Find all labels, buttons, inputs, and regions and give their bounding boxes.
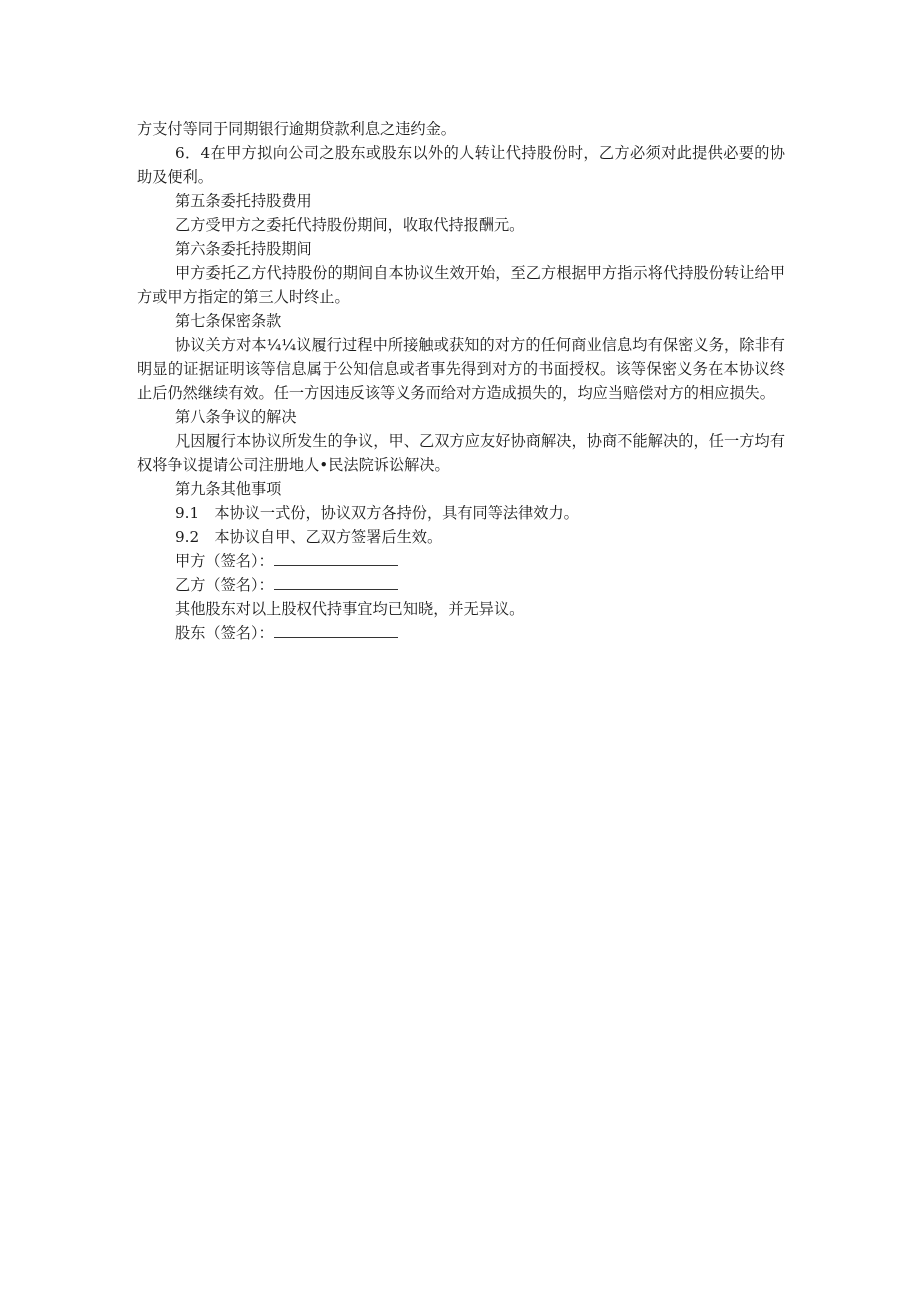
party-b-signature-line	[137, 573, 785, 597]
article-5-heading: 第五条委托持股费用	[175, 192, 312, 210]
clause-6-4: 6．4在甲方拟向公司之股东或股东以外的人转让代持股份时，乙方必须对此提供必要的协助及便利。	[137, 144, 785, 186]
clause-9-2: 9.2 本协议自甲、乙双方签署后生效。	[175, 528, 443, 546]
party-a-signature-line	[137, 549, 785, 573]
document-body	[137, 117, 785, 645]
article-8-heading: 第八条争议的解决	[175, 408, 297, 426]
party-a-signature-label: 甲方（签名）：	[175, 552, 274, 570]
article-8-body: 凡因履行本协议所发生的争议，甲、乙双方应友好协商解决，协商不能解决的，任一方均有权将争议提请公司注册地人•民法院诉讼解决。	[137, 432, 785, 474]
shareholder-signature-label: 股东（签名）：	[175, 624, 274, 642]
article-6-heading: 第六条委托持股期间	[175, 240, 312, 258]
article-7-heading: 第七条保密条款	[175, 312, 282, 330]
clause-9-1: 9.1 本协议一式份，协议双方各持份，具有同等法律效力。	[175, 504, 579, 522]
article-9-heading: 第九条其他事项	[175, 480, 282, 498]
article-7-body: 协议关方对本¼¼议履行过程中所接触或获知的对方的任何商业信息均有保密义务，除非有明显的证据证明该等信息属于公知信息或者事先得到对方的书面授权。该等保密义务在本协议终止后仍然继续有效。任一方因违反该等义务而给对方造成损失的，均应当赔偿对方的相应损失。	[137, 336, 785, 402]
shareholder-signature-line	[137, 621, 785, 645]
party-b-signature-blank[interactable]	[274, 575, 398, 590]
party-a-signature-blank[interactable]	[274, 551, 398, 566]
shareholder-signature-blank[interactable]	[274, 623, 398, 638]
article-6-body: 甲方委托乙方代持股份的期间自本协议生效开始，至乙方根据甲方指示将代持股份转让给甲方或甲方指定的第三人时终止。	[137, 264, 785, 306]
shareholders-acknowledgement: 其他股东对以上股权代持事宜均已知晓，并无异议。	[175, 600, 525, 618]
paragraph-continuation: 方支付等同于同期银行逾期贷款利息之违约金。	[137, 120, 456, 138]
party-b-signature-label: 乙方（签名）：	[175, 576, 274, 594]
article-5-body: 乙方受甲方之委托代持股份期间，收取代持报酬元。	[175, 216, 525, 234]
